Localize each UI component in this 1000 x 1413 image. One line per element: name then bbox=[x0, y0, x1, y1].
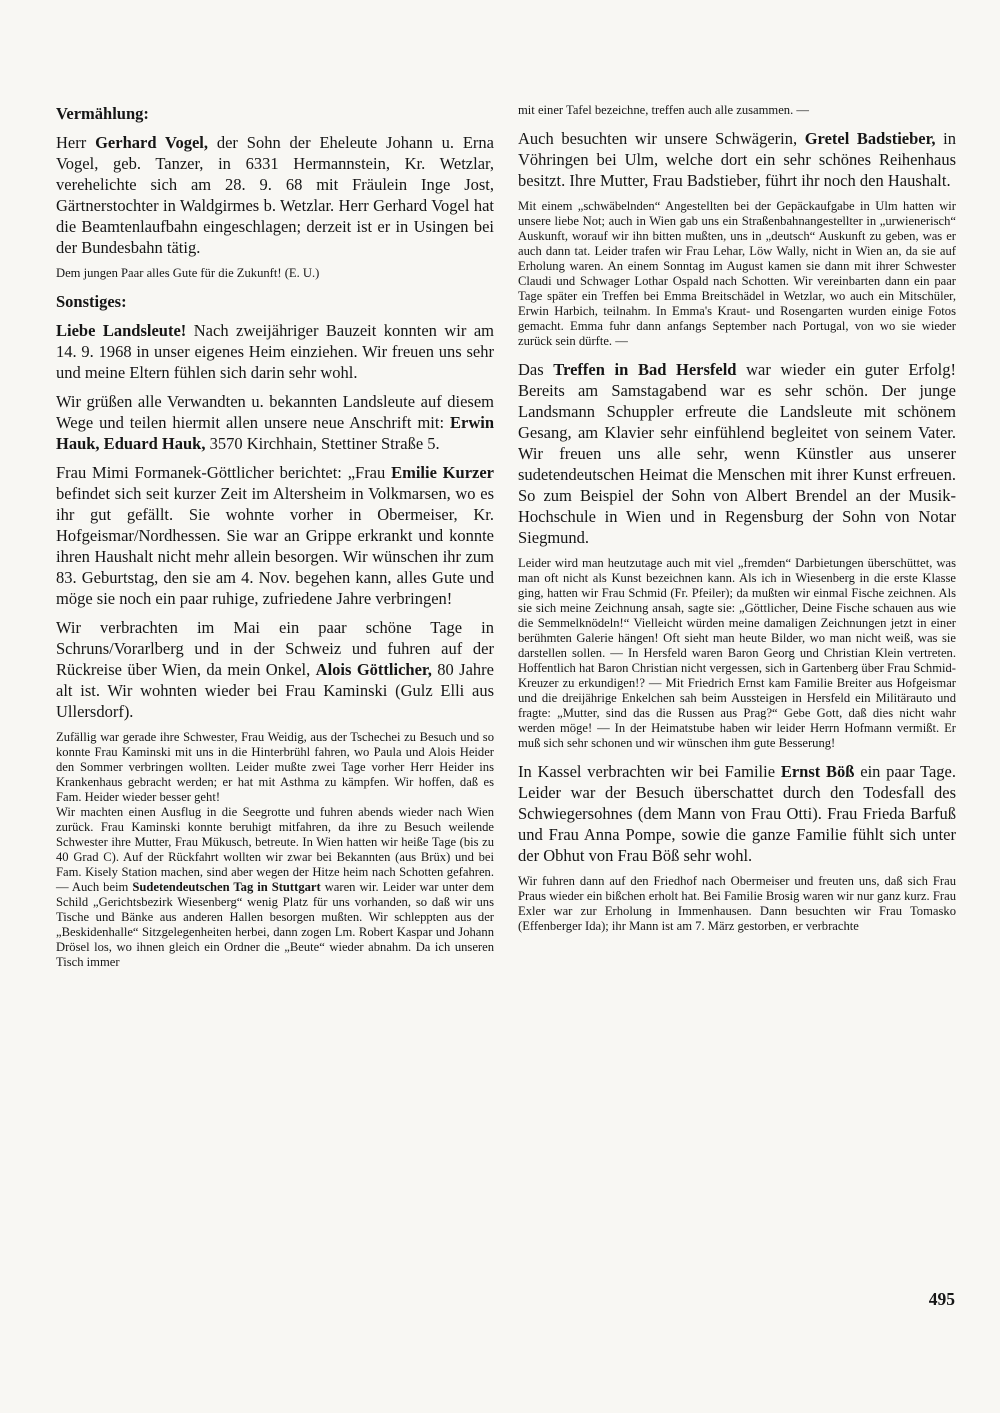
bold-text: Treffen in Bad Hersfeld bbox=[553, 360, 737, 379]
paragraph bbox=[56, 266, 494, 281]
paragraph bbox=[518, 103, 956, 118]
text-run: Mit einem „schwäbelnden“ Angestellten bei der Gepäckaufgabe in Ulm hatten wir unsere liebe Not; auch in Wien gab uns ein Straßenbahnangestellter in „urwienerisch“ Auskunft, worauf wir ihn bitten mußten, uns in „deutsch“ Auskunft zu geben, was er auch dann tat. Leider trafen wir Frau Lehar, Löw Wally, nicht in Wien an, da sie auf Erholung waren. An einem Sonntag im August kamen sie dann mit ihrer Schwester Claudi und Schwager Lothar Ospald nach Schotten. Wir vereinbarten dann ein paar Tage später ein Treffen bei Emma Breitschädel in Wetzlar, wo auch ein Mitschüler, Erwin Harbich, teilnahm. In Emma's Kraut- und Rosengarten wurden einige Fotos gemacht. Emma fuhr dann anfangs September nach Portugal, von wo sie wieder zurück sein dürfte. — bbox=[518, 199, 956, 348]
section-heading bbox=[56, 103, 494, 124]
bold-text: Emilie Kurzer bbox=[391, 463, 494, 482]
text-run: Wir verbrachten im Mai ein paar schöne Tage in Schruns/Vorarlberg und in der Schweiz und fuhren auf der Rückreise über Wien, da mein Onkel, bbox=[56, 618, 494, 679]
paragraph bbox=[518, 874, 956, 934]
bold-text: Alois Göttlicher, bbox=[315, 660, 432, 679]
text-run: befindet sich seit kurzer Zeit im Altersheim in Volkmarsen, wo es ihr gut gefällt. Sie wohnte vorher in Obermeiser, Kr. Hofgeismar/Nordhessen. Sie war an Grippe erkrankt und konnte ihren Haushalt nicht mehr allein besorgen. Wir wünschen ihr zum 83. Geburtstag, den sie am 4. Nov. begehen kann, alles Gute und möge sie noch ein paar ruhige, zufriedene Jahre verbringen! bbox=[56, 484, 494, 608]
text-run: Herr bbox=[56, 133, 96, 152]
paragraph bbox=[518, 359, 956, 548]
bold-text: Liebe Landsleute! bbox=[56, 321, 187, 340]
paragraph bbox=[56, 391, 494, 454]
paragraph bbox=[56, 805, 494, 970]
text-run: Dem jungen Paar alles Gute für die Zukunft! (E. U.) bbox=[56, 266, 320, 280]
text-run: Das bbox=[518, 360, 554, 379]
text-run: Nach zweijähriger Bauzeit konnten wir am 14. 9. 1968 in unser eigenes Heim einziehen. Wir freuen uns sehr und meine Eltern fühlen sich darin sehr wohl. bbox=[56, 321, 494, 382]
bold-text: Gerhard Vogel, bbox=[95, 133, 208, 152]
bold-text: Sudetendeutschen Tag in Stuttgart bbox=[132, 880, 321, 894]
text-run: Frau Mimi Formanek-Göttlicher berichtet: „Frau bbox=[56, 463, 392, 482]
paragraph bbox=[56, 132, 494, 258]
paragraph bbox=[56, 617, 494, 722]
text-run: Wir fuhren dann auf den Friedhof nach Obermeiser und freuten uns, daß sich Frau Praus wieder ein bißchen erholt hat. Bei Familie Brosig waren wir nur ganz kurz. Frau Exler war zur Erholung in Immenhausen. Dann besuchten wir Frau Tomasko (Effenberger Ida); ihr Mann ist am 7. März gestorben, er verbrachte bbox=[518, 874, 956, 933]
right-column bbox=[518, 103, 956, 934]
text-run: Wir grüßen alle Verwandten u. bekannten Landsleute auf diesem Wege und teilen hiermit allen unsere neue Anschrift mit: bbox=[56, 392, 494, 432]
section-heading bbox=[56, 291, 494, 312]
text-run: In Kassel verbrachten wir bei Familie bbox=[518, 762, 781, 781]
text-run: waren wir. Leider war unter dem Schild „Gerichtsbezirk Wiesenberg“ wenig Platz für uns vorhanden, so daß wir uns Tische und Bänke aus anderen Hallen besorgen mußten. Wir schleppten aus der „Beskidenhalle“ Sitzgelegenheiten herbei, dann zogen Lm. Robert Kaspar und Johann Drösel los, wo ihnen gleich ein Ordner die „Beute“ wieder abnahm. Da ich unseren Tisch immer bbox=[56, 880, 494, 969]
text-run: in Vöhringen bei Ulm, welche dort ein sehr schönes Reihenhaus besitzt. Ihre Mutter, Frau Badstieber, führt ihr noch den Haushalt. bbox=[518, 129, 956, 190]
page-number: 495 bbox=[928, 1289, 955, 1309]
bold-text: Ernst Böß bbox=[780, 762, 855, 781]
bold-text: Vermählung: bbox=[56, 104, 149, 123]
bold-text: Gretel Badstieber, bbox=[804, 129, 936, 148]
left-column bbox=[56, 103, 494, 970]
text-run: Auch besuchten wir unsere Schwägerin, bbox=[518, 129, 805, 148]
paragraph bbox=[56, 462, 494, 609]
paragraph bbox=[518, 128, 956, 191]
text-run: Zufällig war gerade ihre Schwester, Frau Weidig, aus der Tschechei zu Besuch und so konnte Frau Kaminski mit uns in die Hinterbrühl fahren, wo Paula und Alois Heider den Sommer verbringen wollten. Leider mußte zwei Tage vorher Herr Heider ins Krankenhaus gebracht werden; er hat mit Asthma zu kämpfen. Wir hoffen, daß es Fam. Heider wieder besser geht! bbox=[56, 730, 494, 804]
text-run: der Sohn der Eheleute Johann u. Erna Vogel, geb. Tanzer, in 6331 Hermannstein, Kr. Wetzlar, verehelichte sich am 28. 9. 68 mit Fräulein Inge Jost, Gärtnerstochter in Waldgirmes b. Wetzlar. Herr Gerhard Vogel hat die Beamtenlaufbahn eingeschlagen; derzeit ist er in Usingen bei der Bundesbahn tätig. bbox=[56, 133, 495, 257]
text-run: war wieder ein guter Erfolg! Bereits am Samstagabend war es sehr schön. Der junge Landsmann Schuppler erfreute die Landsleute mit schönem Gesang, am Klavier sehr einfühlend begleitet von seinem Vater. Wir freuen uns alle sehr, wenn Künstler aus unserer sudetendeutschen Heimat die Menschen mit ihrer Kunst erfreuen. So zum Beispiel der Sohn von Albert Brendel an der Musik-Hochschule in Wien und in Regensburg der Sohn von Notar Siegmund. bbox=[518, 360, 956, 547]
text-run: Leider wird man heutzutage auch mit viel „fremden“ Darbietungen überschüttet, was man oft nicht als Kunst bezeichnen kann. Als ich in Wiesenberg in die erste Klasse ging, hatten wir Frau Schmid (Fr. Pfeiler); da mußten wir einmal Fische zeichnen. Als sie sich meine Zeichnung ansah, sagte sie: „Göttlicher, Deine Fische schauen aus wie die Semmelknödeln!“ Vielleicht würden meine damaligen Zeichnungen jetzt in einer berühmten Galerie hängen! Oft sieht man heute Bilder, wo man nicht weiß, was sie darstellen sollen. — In Hersfeld waren Baron Georg und Christian Klein vertreten. Hoffentlich hat Baron Christian nicht vergessen, sich in Gartenberg über Frau Schmid-Kreuzer zu erkundigen!? — Mit Friedrich Ernst kam Familie Breiter aus Hofgeismar und die dreijährige Enkelchen sah beim Aussteigen in Hersfeld ein Militärauto und fragte: „Mutter, sind das die Russen aus Prag?“ Gebe Gott, daß dies nicht wahr werden möge! — In der Heimatstube haben wir leider Herrn Hofmann vermißt. Er muß sich sehr schonen und wir wünschen ihm gute Besserung! bbox=[518, 556, 956, 750]
text-run: 3570 Kirchhain, Stettiner Straße 5. bbox=[205, 434, 440, 453]
paragraph bbox=[56, 730, 494, 805]
text-run: Wir machten einen Ausflug in die Seegrotte und fuhren abends wieder nach Wien zurück. Frau Kaminski konnte beruhigt mitfahren, da ihre zu Besuch weilende Schwester ihre Mutter, Frau Mükusch, betreute. In Wien hatten wir heiße Tage (bis zu 40 Grad C). Auf der Rückfahrt wollten wir zwar bei Bekannten (aus Brüx) und bei Fam. Kisely Station machen, sind aber wegen der Hitze heim nach Schotten gefahren. — Auch beim bbox=[56, 805, 494, 894]
text-run: mit einer Tafel bezeichne, treffen auch alle zusammen. — bbox=[518, 103, 809, 117]
paragraph bbox=[518, 556, 956, 751]
text-run: ein paar Tage. Leider war der Besuch überschattet durch den Todesfall des Schwiegersohnes (dem Mann von Frau Otti). Frau Frieda Barfuß und Frau Anna Pompe, sowie die ganze Familie fühlt sich unter der Obhut von Frau Böß sehr wohl. bbox=[518, 762, 956, 865]
bold-text: Sonstiges: bbox=[56, 292, 127, 311]
paragraph bbox=[518, 761, 956, 866]
bold-text: Erwin Hauk, Eduard Hauk, bbox=[56, 413, 494, 453]
text-run: 80 Jahre alt ist. Wir wohnten wieder bei Frau Kaminski (Gulz Elli aus Ullersdorf). bbox=[56, 660, 494, 721]
paragraph bbox=[518, 199, 956, 349]
paragraph bbox=[56, 320, 494, 383]
